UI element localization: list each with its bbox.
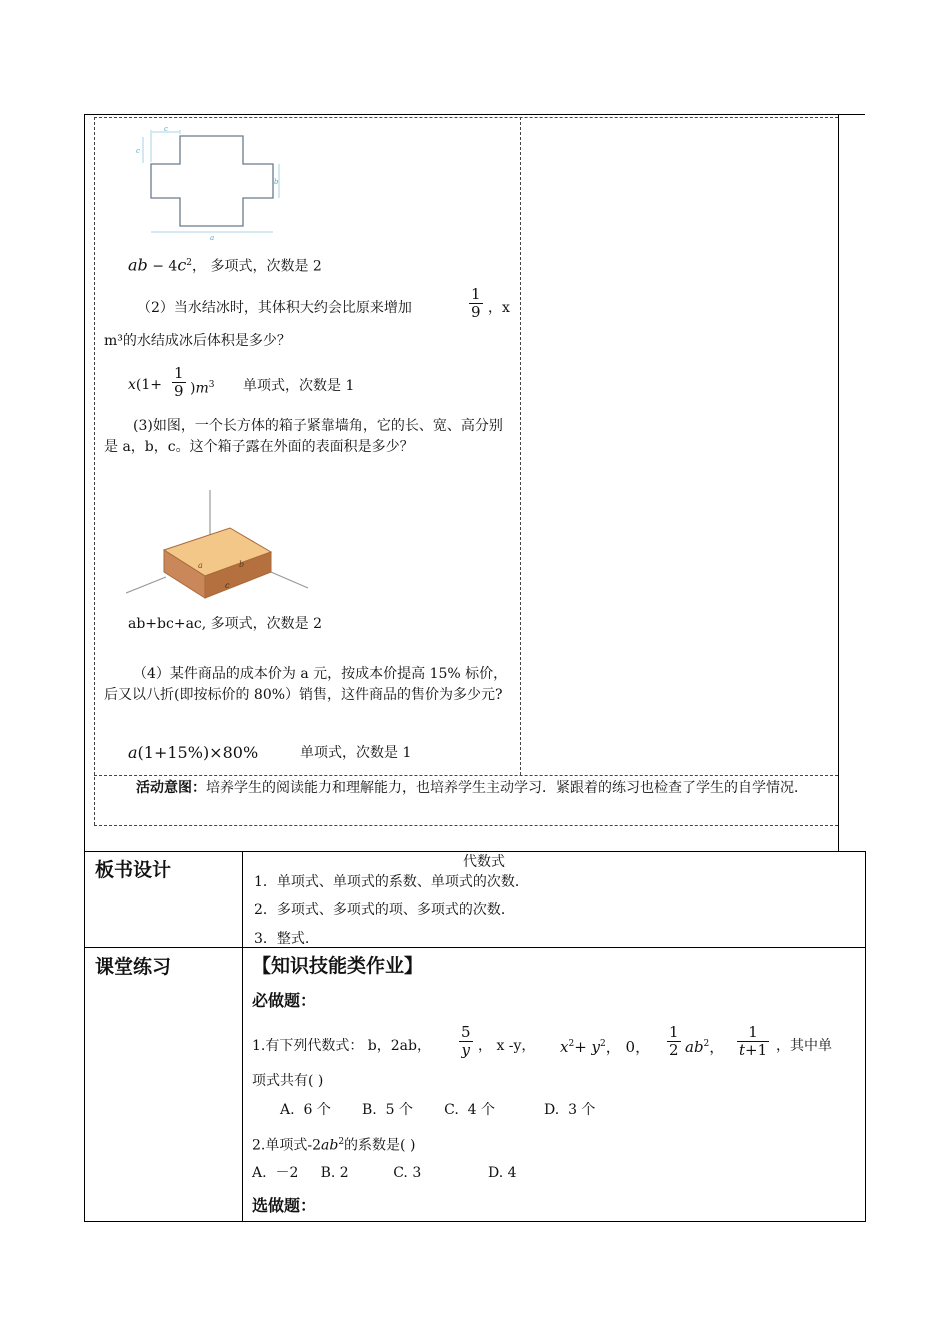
label-column-divider: [242, 851, 243, 1222]
practice-q1-expr: $x^2+ y^2$， 0，: [560, 1038, 651, 1056]
answer-4-formula: a(1+15%)×80%: [128, 743, 259, 762]
table-bottom-border: [84, 1221, 865, 1222]
board-item-3: 3．整式.: [254, 931, 310, 947]
practice-q2: 2.单项式$-2ab^2$的系数是( ): [252, 1137, 416, 1154]
svg-text:b: b: [239, 560, 245, 569]
practice-q1-tail: ，其中单: [776, 1038, 832, 1054]
board-design-label: 板书设计: [95, 859, 172, 881]
question-2-line1: （2）当水结冰时，其体积大约会比原来增加: [137, 300, 412, 316]
answer-2-fraction: $\frac{1}{9}$: [174, 364, 184, 400]
inner-right-border: [838, 114, 839, 851]
required-label: 必做题：: [252, 991, 317, 1010]
fraction-1-9: $\frac{1}{9}$: [471, 285, 481, 321]
answer-1: ab − $4c^2$， 多项式，次数是 2: [128, 255, 322, 275]
table-right-border: [865, 851, 866, 1222]
fraction-1-t1: $\frac{1}{t+1}$: [739, 1023, 768, 1059]
answer-1-text: 多项式，次数是 2: [210, 258, 322, 275]
practice-label: 课堂练习: [95, 956, 172, 978]
practice-q1-line2: 项式共有( ): [252, 1073, 324, 1089]
row-divider-2: [84, 947, 865, 948]
svg-text:b: b: [274, 178, 279, 186]
dash-left: [94, 117, 95, 825]
practice-heading: 【知识技能类作业】: [252, 955, 424, 977]
activity-intent-label: 活动意图：: [136, 780, 206, 796]
practice-q1-prefix: 1.有下列代数式： b，2ab，: [252, 1038, 431, 1054]
practice-q1-options: A. 6 个 B. 5 个 C. 4 个 D. 3 个: [280, 1102, 596, 1118]
optional-label: 选做题：: [252, 1196, 317, 1215]
board-item-2: 2．多项式、多项式的项、多项式的次数．: [254, 902, 515, 918]
answer-2-unit: )$m^3$: [190, 380, 215, 397]
dash-bottom: [94, 825, 838, 826]
table-top-border: [84, 114, 865, 115]
dash-top: [94, 117, 838, 118]
answer-4-text: 单项式，次数是 1: [300, 745, 412, 761]
svg-text:c: c: [164, 126, 168, 133]
cross-shape-figure: [135, 126, 295, 242]
table-left-border: [84, 114, 85, 1222]
board-title: 代数式: [463, 854, 505, 870]
fraction-1-2: $\frac{1}{2}$: [669, 1023, 679, 1059]
fraction-5-y: $\frac{5}{y}$: [461, 1023, 471, 1059]
practice-q1-mid: ， x -y，: [478, 1038, 536, 1054]
svg-text:c: c: [136, 147, 140, 155]
answer-2-formula: x(1+: [128, 377, 163, 393]
question-2-line2: m³的水结成冰后体积是多少？: [104, 333, 291, 349]
activity-intent-text: 培养学生的阅读能力和理解能力，也培养学生主动学习．紧跟着的练习也检查了学生的自学情况．: [206, 780, 808, 796]
question-2-suffix: ，x: [488, 300, 510, 316]
svg-text:a: a: [210, 234, 215, 242]
dash-middle: [520, 117, 521, 775]
practice-q2-options: A. －2 B. 2 C. 3 D. 4: [252, 1165, 517, 1181]
practice-q1-ab2: $ab^2$，: [685, 1038, 725, 1056]
answer-3: ab+bc+ac, 多项式，次数是 2: [128, 616, 323, 632]
box-in-corner-figure: [126, 490, 312, 600]
activity-intent: [104, 778, 834, 799]
question-4: （4）某件商品的成本价为 a 元，按成本价提高 15% 标价，后又以八折(即按标价的 80%）销售，这件商品的售价为多少元?: [104, 666, 508, 703]
svg-text:c: c: [225, 581, 230, 590]
board-item-1: 1．单项式、单项式的系数、单项式的次数．: [254, 874, 529, 890]
dash-mid-horizontal: [94, 775, 838, 776]
question-3: (3)如图，一个长方体的箱子紧靠墙角，它的长、宽、高分别是 a，b，c。这个箱子露在外面的表面积是多少？: [104, 418, 503, 455]
answer-2-text: 单项式，次数是 1: [243, 378, 355, 394]
svg-text:a: a: [198, 561, 203, 570]
